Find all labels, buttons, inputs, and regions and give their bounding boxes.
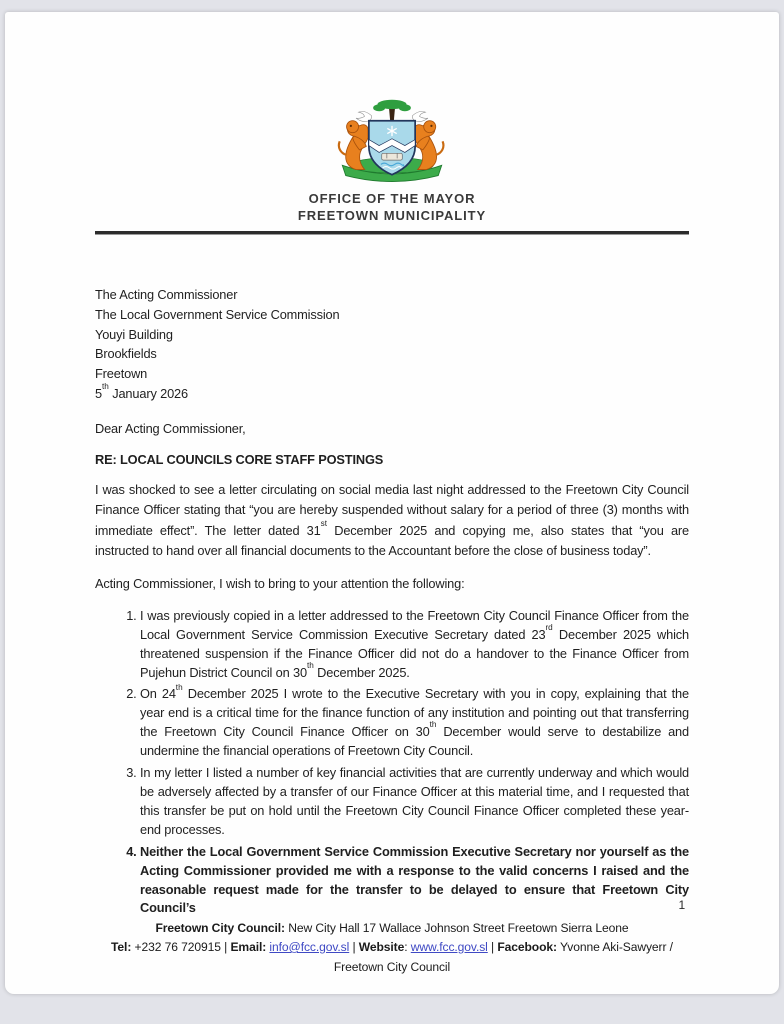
footer-contact-line: Tel: +232 76 720915 | Email: info@fcc.gov.sl | Website: www.fcc.gov.sl | Facebook: Yvonne Aki-Sawyerr / — [111, 940, 673, 954]
list-item-4: 4. Neither the Local Government Service Commission Executive Secretary nor yourself as the Acting Commissioner provided me with a response to the valid concerns I raised and the reasonable request made for the transfer to be delayed to ensure that Freetown City Council’s — [140, 843, 689, 919]
list-item-1: 1. I was previously copied in a letter addressed to the Freetown City Council Finance Officer from the Local Government Service Commission Executive Secretary dated 23rd December 2025 which threatened suspension if the Finance Officer did not do a handover to the Finance Officer from Pujehun District Council on 30th December 2025. — [140, 607, 689, 683]
org-name-line1: OFFICE OF THE MAYOR — [308, 191, 476, 206]
address-line: Freetown — [95, 366, 148, 382]
letter-date: 5th January 2026 — [95, 382, 188, 401]
org-name-line2: FREETOWN MUNICIPALITY — [297, 207, 487, 223]
address-line: The Local Government Service Commission — [95, 306, 340, 322]
footer-org-line: Freetown City Council — [333, 959, 451, 974]
letterhead — [95, 12, 689, 224]
letter-page — [5, 12, 779, 994]
footer-address-line: Freetown City Council: New City Hall 17 Wallace Johnson Street Freetown Sierra Leone — [155, 920, 629, 935]
numbered-list — [95, 607, 689, 919]
website-link[interactable]: www.fcc.gov.sl — [410, 940, 488, 954]
coat-of-arms-icon — [332, 98, 452, 188]
page-number: 1 — [678, 898, 685, 912]
paragraph-1: I was shocked to see a letter circulating on social media last night addressed to the Freetown City Council Finance Officer stating that “you are hereby suspended without salary for a period of three (3) months with immediate effect”. The letter dated 31st December 2025 and copying me, also states that “you are instructed to hand over all financial documents to the Accountant before the close of business today”. — [95, 481, 689, 558]
letter-content — [5, 12, 779, 994]
recipient-address — [95, 285, 689, 404]
list-item-3: 3. In my letter I listed a number of key financial activities that are currently underway and which would be adversely affected by a transfer of our Finance Officer at this material time, and I requested that this transfer be put on hold until the Freetown City Council Finance Officer completed these year-end processes. — [140, 764, 689, 840]
email-link[interactable]: info@fcc.gov.sl — [269, 940, 350, 954]
salutation: Dear Acting Commissioner, — [95, 420, 246, 436]
address-line: Brookfields — [95, 346, 157, 362]
letter-footer — [41, 919, 743, 978]
header-divider — [95, 231, 689, 235]
list-item-2: 2. On 24th December 2025 I wrote to the Executive Secretary with you in copy, explaining that the year end is a critical time for the finance function of any institution and pointing out that transferring the Freetown City Council Finance Officer on 30th December would serve to destabilize and undermine the financial operations of Freetown City Council. — [140, 685, 689, 761]
paragraph-2: Acting Commissioner, I wish to bring to your attention the following: — [95, 576, 465, 592]
subject-line: RE: LOCAL COUNCILS CORE STAFF POSTINGS — [95, 451, 384, 467]
address-line: Youyi Building — [95, 326, 173, 342]
address-line: The Acting Commissioner — [95, 287, 238, 302]
